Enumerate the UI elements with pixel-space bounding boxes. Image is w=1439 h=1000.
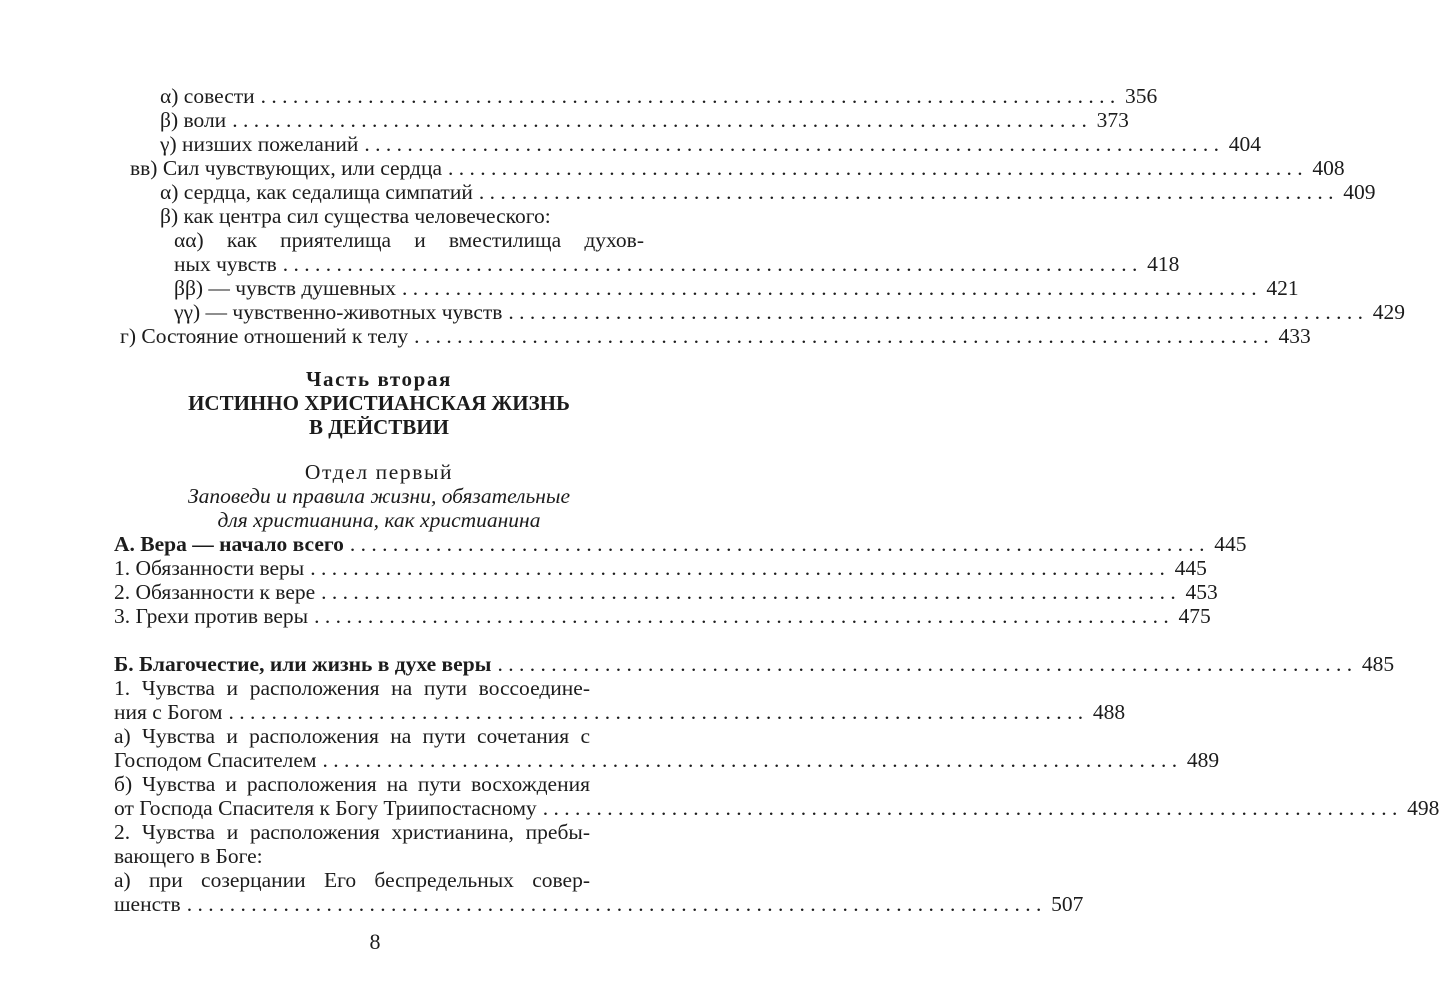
toc-entry-page: 356 [1125, 84, 1158, 108]
section-subtitle: Заповеди и правила жизни, обязательные [187, 484, 571, 508]
part-label: Часть вторая [306, 367, 452, 391]
toc-entry [174, 276, 1299, 300]
toc-entry [174, 300, 1406, 324]
toc-entry [160, 132, 1261, 156]
leader-dots: . . . . . . . . . . . . . . . . . . . . . . . . . . . . . . . . . . . . . . . . . . . . . . . . . . . . . . . . . . . . . . . . . . . . . . . . . . . . . . . . [322, 748, 1178, 772]
toc-entry-label: от Господа Спасителя к Богу Триипостасному [114, 796, 537, 820]
toc-entry [114, 796, 1439, 820]
leader-dots: . . . . . . . . . . . . . . . . . . . . . . . . . . . . . . . . . . . . . . . . . . . . . . . . . . . . . . . . . . . . . . . . . . . . . . . . . . . . . . . . [228, 700, 1084, 724]
leader-dots: . . . . . . . . . . . . . . . . . . . . . . . . . . . . . . . . . . . . . . . . . . . . . . . . . . . . . . . . . . . . . . . . . . . . . . . . . . . . . . . . [448, 156, 1303, 180]
leader-dots: . . . . . . . . . . . . . . . . . . . . . . . . . . . . . . . . . . . . . . . . . . . . . . . . . . . . . . . . . . . . . . . . . . . . . . . . . . . . . . . . [349, 532, 1205, 556]
toc-entry-text: вающего в Боге: [114, 844, 263, 868]
toc-heading [114, 532, 1247, 556]
toc-entry-label: ββ) — чувств душевных [174, 276, 396, 300]
toc-entry-page: 373 [1096, 108, 1129, 132]
toc-heading [114, 652, 1395, 676]
toc-entry-label: γγ) — чувственно-животных чувств [174, 300, 503, 324]
toc-entry-text: а) Чувства и расположения на пути сочетания с [114, 724, 590, 748]
leader-dots: . . . . . . . . . . . . . . . . . . . . . . . . . . . . . . . . . . . . . . . . . . . . . . . . . . . . . . . . . . . . . . . . . . . . . . . . . . . . . . . . [364, 132, 1219, 156]
toc-entry-page: 488 [1092, 700, 1126, 724]
toc-entry-page: 445 [1174, 556, 1207, 580]
toc-heading-label: Б. Благочестие, или жизнь в духе веры [114, 652, 492, 676]
toc-entry-page: 475 [1178, 604, 1211, 628]
toc-entry [160, 180, 1376, 204]
toc-entry-label: г) Состояние отношений к телу [120, 324, 409, 348]
toc-entry-page: 498 [1407, 796, 1439, 820]
toc-entry-label: 3. Грехи против веры [114, 604, 309, 628]
leader-dots: . . . . . . . . . . . . . . . . . . . . . . . . . . . . . . . . . . . . . . . . . . . . . . . . . . . . . . . . . . . . . . . . . . . . . . . . . . . . . . . . [186, 892, 1042, 916]
toc-heading-label: А. Вера — начало всего [114, 532, 344, 556]
toc-entry-page: 485 [1361, 652, 1395, 676]
leader-dots: . . . . . . . . . . . . . . . . . . . . . . . . . . . . . . . . . . . . . . . . . . . . . . . . . . . . . . . . . . . . . . . . . . . . . . . . . . . . . . . . [232, 108, 1087, 132]
toc-entry-label: ния с Богом [114, 700, 223, 724]
toc-entry-label: 2. Обязанности к вере [114, 580, 316, 604]
toc-entry [130, 156, 1345, 180]
toc-entry [160, 84, 1158, 108]
toc-entry-text: 1. Чувства и расположения на пути воссоедине- [114, 676, 590, 700]
section-label: Отдел первый [304, 460, 454, 484]
part-title: ИСТИННО ХРИСТИАНСКАЯ ЖИЗНЬ [188, 391, 570, 415]
leader-dots: . . . . . . . . . . . . . . . . . . . . . . . . . . . . . . . . . . . . . . . . . . . . . . . . . . . . . . . . . . . . . . . . . . . . . . . . . . . . . . . . [414, 324, 1269, 348]
leader-dots: . . . . . . . . . . . . . . . . . . . . . . . . . . . . . . . . . . . . . . . . . . . . . . . . . . . . . . . . . . . . . . . . . . . . . . . . . . . . . . . . [478, 180, 1334, 204]
leader-dots: . . . . . . . . . . . . . . . . . . . . . . . . . . . . . . . . . . . . . . . . . . . . . . . . . . . . . . . . . . . . . . . . . . . . . . . . . . . . . . . . [260, 84, 1116, 108]
leader-dots: . . . . . . . . . . . . . . . . . . . . . . . . . . . . . . . . . . . . . . . . . . . . . . . . . . . . . . . . . . . . . . . . . . . . . . . . . . . . . . . . [401, 276, 1257, 300]
toc-entry-page: 404 [1228, 132, 1261, 156]
part-title-continued: В ДЕЙСТВИИ [309, 415, 449, 439]
toc-entry [120, 324, 1311, 348]
leader-dots: . . . . . . . . . . . . . . . . . . . . . . . . . . . . . . . . . . . . . . . . . . . . . . . . . . . . . . . . . . . . . . . . . . . . . . . . . . . . . . . . [314, 604, 1169, 628]
toc-entry [114, 748, 1220, 772]
toc-entry-text: 2. Чувства и расположения христианина, пребы- [114, 820, 590, 844]
toc-entry [114, 580, 1218, 604]
toc-entry-text: б) Чувства и расположения на пути восхождения [114, 772, 590, 796]
toc-entry-page: 421 [1266, 276, 1299, 300]
toc-entry-page: 409 [1343, 180, 1376, 204]
toc-entry-label: ных чувств [174, 252, 277, 276]
toc-entry-label: α) сердца, как седалища симпатий [160, 180, 473, 204]
leader-dots: . . . . . . . . . . . . . . . . . . . . . . . . . . . . . . . . . . . . . . . . . . . . . . . . . . . . . . . . . . . . . . . . . . . . . . . . . . . . . . . . [321, 580, 1176, 604]
leader-dots: . . . . . . . . . . . . . . . . . . . . . . . . . . . . . . . . . . . . . . . . . . . . . . . . . . . . . . . . . . . . . . . . . . . . . . . . . . . . . . . . [542, 796, 1398, 820]
toc-entry-text: а) при созерцании Его беспредельных совер- [114, 868, 590, 892]
toc-entry [160, 108, 1129, 132]
toc-entry-label: Господом Спасителем [114, 748, 317, 772]
toc-entry-page: 507 [1051, 892, 1084, 916]
toc-entry-page: 433 [1278, 324, 1311, 348]
toc-entry-label: α) совести [160, 84, 255, 108]
toc-entry-page: 429 [1372, 300, 1406, 324]
toc-entry [114, 700, 1126, 724]
toc-entry-label: вв) Сил чувствующих, или сердца [130, 156, 443, 180]
leader-dots: . . . . . . . . . . . . . . . . . . . . . . . . . . . . . . . . . . . . . . . . . . . . . . . . . . . . . . . . . . . . . . . . . . . . . . . . . . . . . . . . [310, 556, 1165, 580]
toc-entry-label: γ) низших пожеланий [160, 132, 359, 156]
toc-entry [114, 604, 1211, 628]
toc-entry-text: β) как центра сил существа человеческого: [160, 204, 551, 228]
toc-entry-page: 418 [1147, 252, 1180, 276]
toc-entry [114, 892, 1084, 916]
toc-entry-page: 489 [1186, 748, 1220, 772]
toc-entry-label: 1. Обязанности веры [114, 556, 305, 580]
toc-entry-page: 408 [1312, 156, 1345, 180]
leader-dots: . . . . . . . . . . . . . . . . . . . . . . . . . . . . . . . . . . . . . . . . . . . . . . . . . . . . . . . . . . . . . . . . . . . . . . . . . . . . . . . . [508, 300, 1364, 324]
toc-entry [174, 252, 1180, 276]
page-number: 8 [369, 929, 381, 954]
toc-entry-label: шенств [114, 892, 181, 916]
section-subtitle-continued: для христианина, как христианина [217, 508, 541, 532]
leader-dots: . . . . . . . . . . . . . . . . . . . . . . . . . . . . . . . . . . . . . . . . . . . . . . . . . . . . . . . . . . . . . . . . . . . . . . . . . . . . . . . . [282, 252, 1138, 276]
toc-entry-text: αα) как приятелища и вместилища духов- [174, 228, 644, 252]
leader-dots: . . . . . . . . . . . . . . . . . . . . . . . . . . . . . . . . . . . . . . . . . . . . . . . . . . . . . . . . . . . . . . . . . . . . . . . . . . . . . . . . [497, 652, 1353, 676]
toc-entry [114, 556, 1207, 580]
toc-entry-label: β) воли [160, 108, 227, 132]
toc-entry-page: 445 [1214, 532, 1247, 556]
toc-entry-page: 453 [1185, 580, 1218, 604]
